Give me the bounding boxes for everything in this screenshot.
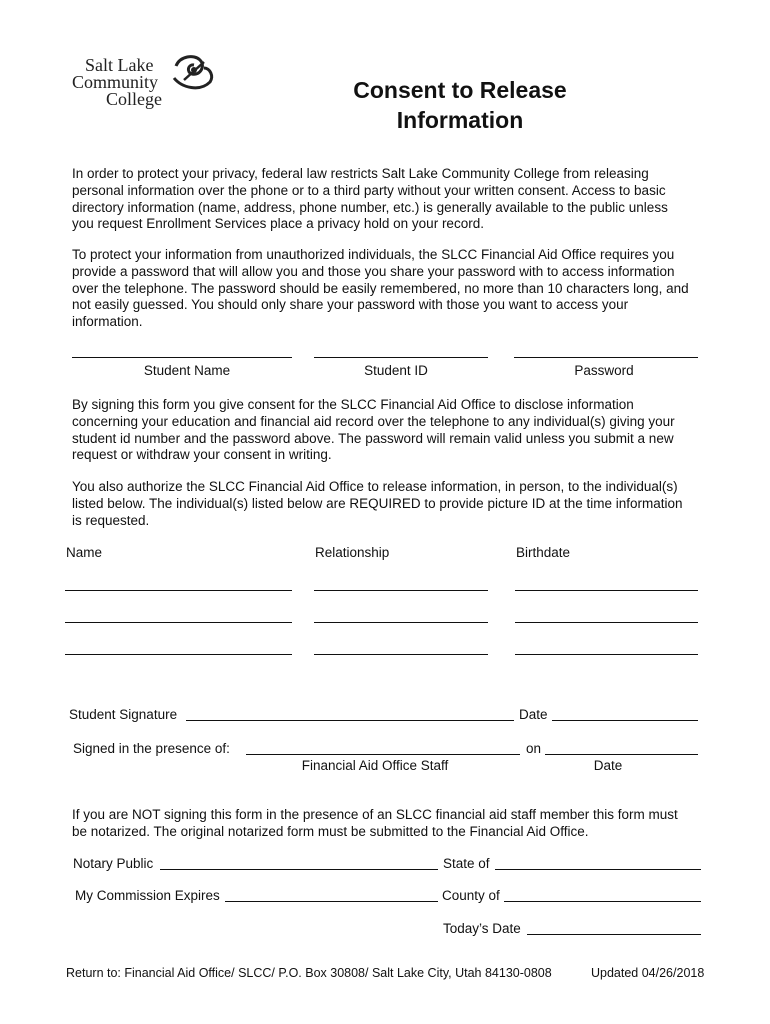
staff-caption: Financial Aid Office Staff [301,758,449,773]
staff-date-field[interactable] [545,754,698,755]
individual-2-relationship-field[interactable] [314,622,488,623]
on-label: on [526,741,542,756]
individual-relationship-header: Relationship [315,545,390,560]
staff-signature-field[interactable] [246,754,520,755]
title-line-1: Consent to Release [353,77,567,103]
staff-date-caption: Date [593,758,623,773]
commission-field[interactable] [225,901,438,902]
individual-2-name-field[interactable] [65,622,292,623]
individual-birthdate-header: Birthdate [516,545,571,560]
password-field[interactable] [514,357,698,358]
notary-public-field[interactable] [160,869,438,870]
student-id-field[interactable] [314,357,488,358]
state-field[interactable] [495,869,701,870]
updated-date: Updated 04/26/2018 [591,966,705,980]
privacy-paragraph: In order to protect your privacy, federal law restricts Salt Lake Community College from releasing personal information over the phone or to a third party without your written consent. Access to basic directory information (name, address, phone number, etc.) is generally available to the public unless you request Enrollment Services place a privacy hold on your record. [72,166,668,232]
individual-3-relationship-field[interactable] [314,654,488,655]
authorization-paragraph: You also authorize the SLCC Financial Aid Office to release information, in person, to the individual(s) listed below. The individual(s) listed below are REQUIRED to provide picture ID at the time information is requested. [72,479,683,528]
todays-date-label: Today’s Date [443,921,521,936]
college-logo [70,54,220,114]
individual-1-name-field[interactable] [65,590,292,591]
student-id-label: Student ID [364,363,428,378]
student-signature-field[interactable] [186,720,514,721]
title-line-2: Information [396,107,524,133]
password-paragraph: To protect your information from unauthorized individuals, the SLCC Financial Aid Office requires you provide a password that will allow you and those you share your password with to access information over the telephone. The password should be easily remembered, no more than 10 characters long, and not easily guessed. You should only share your password with those you want to access your information. [72,247,689,330]
individual-2-birthdate-field[interactable] [515,622,698,623]
page-title [310,75,610,135]
student-name-label: Student Name [143,363,231,378]
return-address: Return to: Financial Aid Office/ SLCC/ P.O. Box 30808/ Salt Lake City, Utah 84130-0808 [66,966,552,980]
logo-line-2: Community [72,72,159,92]
notary-public-label: Notary Public [73,856,154,871]
logo-emblem-icon [170,54,216,94]
logo-line-1: Salt Lake [85,55,154,75]
presence-label: Signed in the presence of: [73,741,230,756]
student-name-field[interactable] [72,357,292,358]
logo-line-3: College [106,89,162,109]
individual-1-relationship-field[interactable] [314,590,488,591]
consent-paragraph: By signing this form you give consent for the SLCC Financial Aid Office to disclose information concerning your education and financial aid record over the telephone to any individual(s) giving your student id number and the password above. The password will remain valid unless you submit a new request or withdraw your consent in writing. [72,397,675,463]
commission-label: My Commission Expires [75,888,220,903]
state-label: State of [443,856,490,871]
individual-3-birthdate-field[interactable] [515,654,698,655]
county-field[interactable] [504,901,701,902]
notary-paragraph: If you are NOT signing this form in the presence of an SLCC financial aid staff member this form must be notarized. The original notarized form must be submitted to the Financial Aid Office. [72,807,678,839]
individual-1-birthdate-field[interactable] [515,590,698,591]
todays-date-field[interactable] [527,934,701,935]
password-label: Password [574,363,634,378]
student-signature-label: Student Signature [69,707,178,722]
individual-name-header: Name [66,545,103,560]
individual-3-name-field[interactable] [65,654,292,655]
signature-date-field[interactable] [552,720,698,721]
county-label: County of [442,888,500,903]
signature-date-label: Date [519,707,548,722]
